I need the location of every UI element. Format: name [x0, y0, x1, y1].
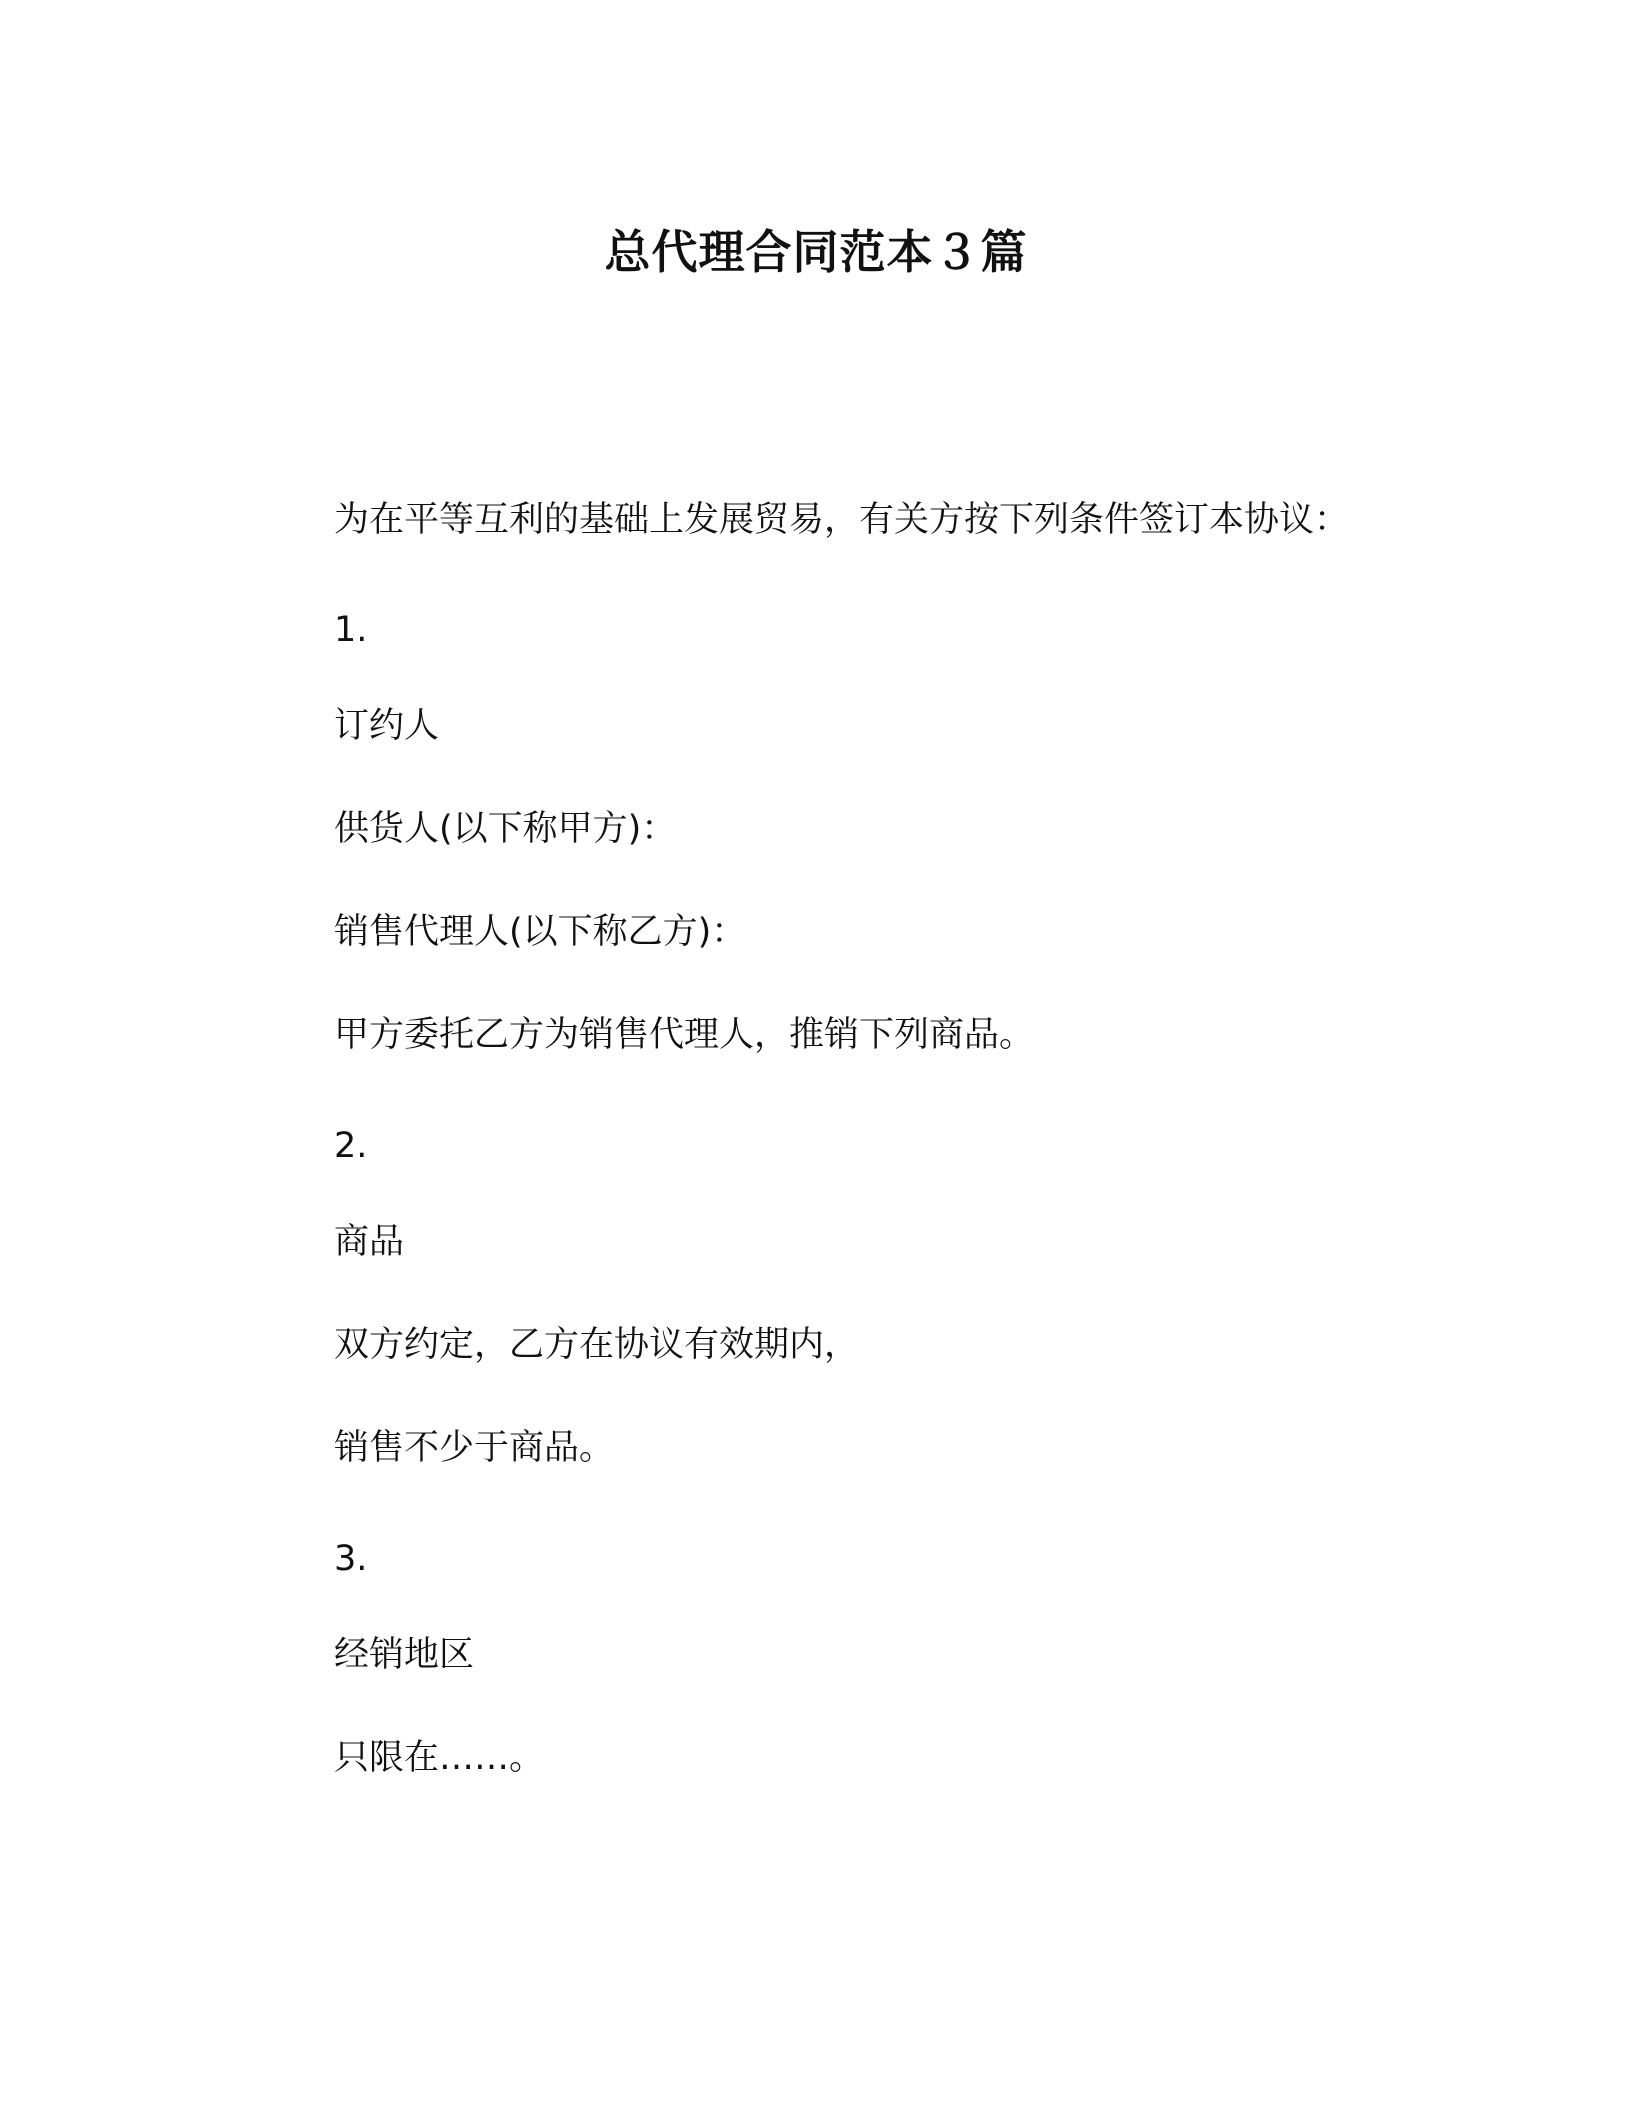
paragraph-territory-limit: 只限在……。: [334, 1738, 545, 1778]
paragraph-intro: 为在平等互利的基础上发展贸易，有关方按下列条件签订本协议：: [334, 500, 1350, 540]
section-number-3: 3.: [334, 1539, 368, 1579]
paragraph-sales-agent: 销售代理人(以下称乙方)：: [334, 912, 747, 952]
section-heading-goods: 商品: [334, 1222, 405, 1262]
section-heading-territory: 经销地区: [334, 1635, 475, 1675]
document-title: 总代理合同范本３篇: [604, 225, 1028, 279]
paragraph-supplier: 供货人(以下称甲方)：: [334, 809, 677, 849]
paragraph-minimum-sales: 销售不少于商品。: [334, 1428, 615, 1468]
section-heading-parties: 订约人: [334, 706, 440, 746]
paragraph-agreement-term: 双方约定，乙方在协议有效期内，: [334, 1325, 860, 1365]
section-number-1: 1.: [334, 610, 368, 650]
paragraph-appointment: 甲方委托乙方为销售代理人，推销下列商品。: [334, 1015, 1035, 1055]
section-number-2: 2.: [334, 1126, 368, 1166]
